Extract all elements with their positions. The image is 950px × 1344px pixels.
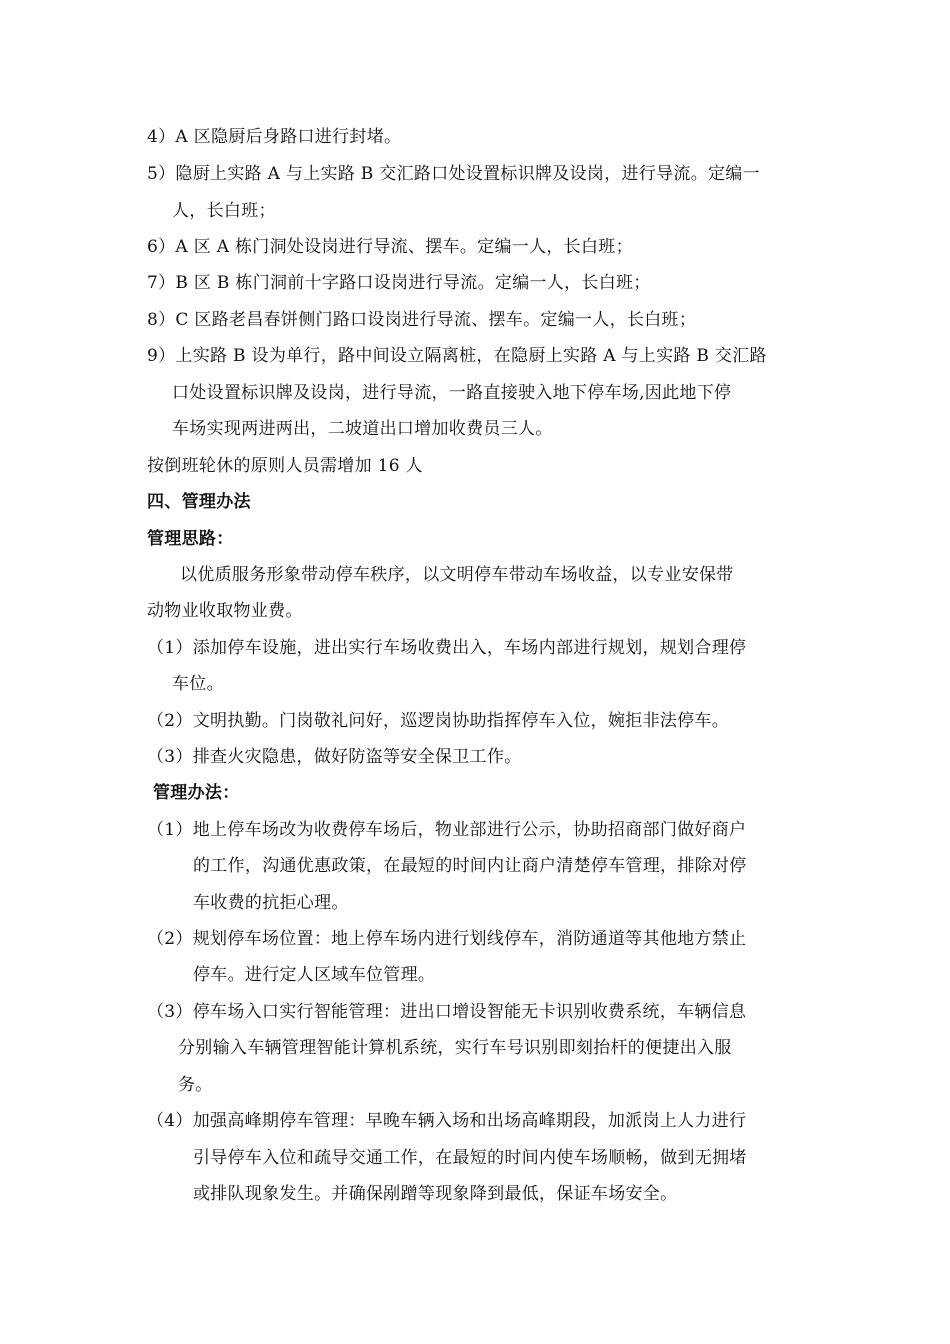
method-item-1-line-3: 车收费的抗拒心理。 — [193, 893, 349, 913]
approach-item-3-line-1: （3）排查火灾隐患，做好防盗等安全保卫工作。 — [147, 747, 522, 767]
method-item-4-line-3: 或排队现象发生。并确保剐蹭等现象降到最低，保证车场安全。 — [193, 1184, 678, 1204]
method-item-2-line-1: （2）规划停车场位置：地上停车场内进行划线停车，消防通道等其他地方禁止 — [147, 929, 747, 949]
approach-item-1-line-1: （1）添加停车设施，进出实行车场收费出入，车场内部进行规划，规划合理停 — [147, 638, 747, 658]
method-item-1-line-1: （1）地上停车场改为收费停车场后，物业部进行公示，协助招商部门做好商户 — [147, 820, 747, 840]
item-9-line-3: 车场实现两进两出，二坡道出口增加收费员三人。 — [172, 419, 553, 439]
approach-heading: 管理思路： — [147, 529, 234, 549]
item-7-line-1: 7）B 区 B 栋门洞前十字路口设岗进行导流。定编一人，长白班； — [147, 273, 651, 293]
method-item-2-line-2: 停车。进行定人区域车位管理。 — [193, 965, 436, 985]
item-5-line-2: 人，长白班； — [172, 201, 276, 221]
summary-line: 按倒班轮休的原则人员需增加 16 人 — [147, 456, 423, 476]
method-item-3-line-1: （3）停车场入口实行智能管理：进出口增设智能无卡识别收费系统，车辆信息 — [147, 1002, 747, 1022]
approach-paragraph-line-2: 动物业收取物业费。 — [147, 601, 303, 621]
method-item-4-line-2: 引导停车入位和疏导交通工作，在最短的时间内使车场顺畅，做到无拥堵 — [193, 1148, 747, 1168]
approach-item-1-line-2: 车位。 — [172, 674, 224, 694]
item-6-line-1: 6）A 区 A 栋门洞处设岗进行导流、摆车。定编一人，长白班； — [147, 237, 633, 257]
method-item-3-line-3: 务。 — [178, 1075, 213, 1095]
item-8-line-1: 8）C 区路老昌春饼侧门路口设岗进行导流、摆车。定编一人，长白班； — [147, 310, 697, 330]
item-5-line-1: 5）隐厨上实路 A 与上实路 B 交汇路口处设置标识牌及设岗，进行导流。定编一 — [147, 164, 760, 184]
approach-paragraph-line-1: 以优质服务形象带动停车秩序，以文明停车带动车场收益，以专业安保带 — [180, 565, 734, 585]
approach-item-2-line-1: （2）文明执勤。门岗敬礼问好，巡逻岗协助指挥停车入位，婉拒非法停车。 — [147, 711, 730, 731]
method-item-1-line-2: 的工作，沟通优惠政策，在最短的时间内让商户清楚停车管理，排除对停 — [193, 856, 747, 876]
item-9-line-1: 9）上实路 B 设为单行，路中间设立隔离桩，在隐厨上实路 A 与上实路 B 交汇路 — [147, 346, 767, 366]
method-item-4-line-1: （4）加强高峰期停车管理：早晚车辆入场和出场高峰期段，加派岗上人力进行 — [147, 1111, 747, 1131]
method-item-3-line-2: 分别输入车辆管理智能计算机系统，实行车号识别即刻抬杆的便捷出入服 — [178, 1038, 732, 1058]
item-9-line-2: 口处设置标识牌及设岗，进行导流，一路直接驶入地下停车场,因此地下停 — [172, 383, 732, 403]
item-4-line-1: 4）A 区隐厨后身路口进行封堵。 — [147, 127, 402, 147]
section-title: 四、管理办法 — [147, 492, 251, 512]
methods-heading: 管理办法： — [153, 783, 240, 803]
